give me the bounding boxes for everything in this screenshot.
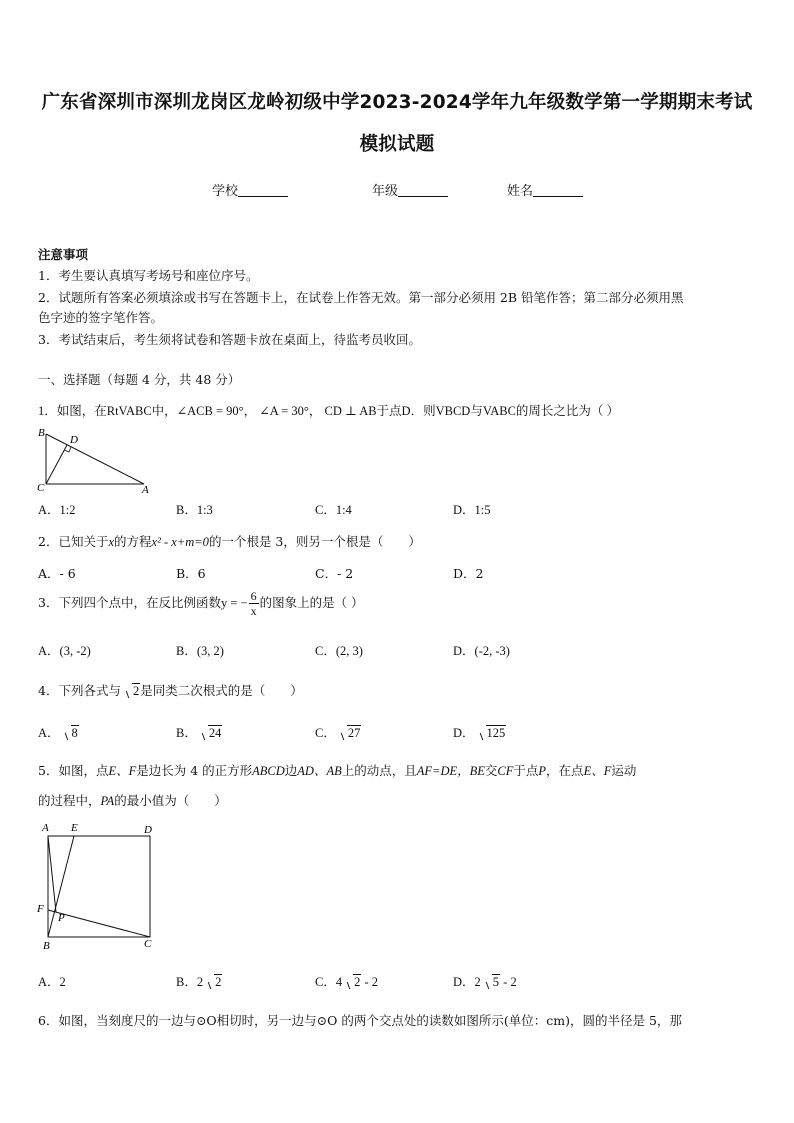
question-3-text <box>38 590 364 617</box>
fig1-label-c: C <box>37 482 45 494</box>
q5-option-c[interactable] <box>315 972 378 990</box>
q4-option-d-sqrt <box>477 726 507 741</box>
q3-func-lhs: y = − <box>220 596 248 610</box>
q4-option-d-label: D． <box>453 726 475 740</box>
q5-option-c-tail: - 2 <box>361 975 379 989</box>
q1-option-c[interactable]: C．1:4 <box>315 503 352 517</box>
q3-pre: 3．下列四个点中，在反比例函数 <box>38 595 221 610</box>
name-blank[interactable] <box>533 184 583 197</box>
q4-option-c-radicand: 27 <box>347 726 361 740</box>
q5-option-d[interactable] <box>453 972 517 990</box>
q4-option-a-sqrt <box>62 726 79 741</box>
q5-option-c-radicand: 2 <box>354 975 361 989</box>
q5-text: 上的动点，且 <box>341 763 417 778</box>
section-heading: 一、选择题（每题 4 分，共 48 分） <box>38 372 241 387</box>
q5-math: AD、AB <box>297 764 342 778</box>
q4-option-b[interactable] <box>176 723 222 741</box>
q4-option-b-label: B． <box>176 726 197 740</box>
q4-option-d-radicand: 125 <box>486 726 506 740</box>
q2-pre: 2．已知关于 <box>38 534 109 549</box>
fig1-label-d: D <box>70 434 78 446</box>
question-6-text: 6．如图，当刻度尺的一边与⊙O相切时，另一边与⊙O 的两个交点处的读数如图所示(单位：cm)，圆的半径是 5，那 <box>38 1013 682 1028</box>
q4-option-a-radicand: 8 <box>71 726 78 740</box>
exam-title-line2: 模拟试题 <box>359 134 435 155</box>
q2-post: 的一个根是 3，则另一个根是（ ） <box>208 534 421 549</box>
grade-blank[interactable] <box>398 184 448 197</box>
q4-pre: 4．下列各式与 <box>38 683 121 698</box>
q5-option-a[interactable] <box>38 972 66 990</box>
q5-option-b-sqrt <box>205 975 222 990</box>
q3-numerator: 6 <box>250 589 257 603</box>
q2-equation: x² - x+m=0 <box>151 535 209 549</box>
q5-option-c-sqrt <box>344 975 361 990</box>
q3-option-b[interactable]: B．(3, 2) <box>176 644 224 658</box>
q3-option-c[interactable]: C．(2, 3) <box>315 644 363 658</box>
q4-option-a[interactable] <box>38 723 79 741</box>
fig1-label-a: A <box>142 484 149 494</box>
q5-text: ，在点 <box>546 763 584 778</box>
q5-option-b[interactable] <box>176 972 222 990</box>
q5-math: CF <box>497 764 514 778</box>
q1-option-d[interactable]: D．1:5 <box>453 503 491 517</box>
q5-text: 边 <box>284 763 298 778</box>
q2-option-a[interactable]: A．- 6 <box>38 566 76 581</box>
fig1-label-b: B <box>38 427 45 439</box>
q2-option-b[interactable]: B．6 <box>176 566 206 581</box>
q2-option-c[interactable]: C．- 2 <box>315 566 354 581</box>
q5-text: 交 <box>484 763 498 778</box>
q5-option-d-sqrt <box>483 975 500 990</box>
notice-item: 色字迹的签字笔作答。 <box>38 310 164 325</box>
q1-triangle-figure <box>34 426 158 494</box>
q5-option-d-label: D．2 <box>453 975 481 989</box>
q5-text: 的最小值为（ ） <box>114 793 227 808</box>
q5-option-b-label: B．2 <box>176 975 204 989</box>
fig5-label-c: C <box>144 938 152 950</box>
q5-text: 5．如图，点 <box>38 763 109 778</box>
q3-denominator: x <box>250 604 257 618</box>
fig5-label-a: A <box>42 822 49 834</box>
q4-option-b-sqrt <box>199 726 223 741</box>
q2-mid: 的方程 <box>114 534 152 549</box>
q4-radicand: 2 <box>132 684 140 698</box>
grade-field[interactable] <box>372 180 448 199</box>
exam-title-line1: 广东省深圳市深圳龙岗区龙岭初级中学2023-2024学年九年级数学第一学期期末考试 <box>41 92 753 113</box>
q5-option-b-radicand: 2 <box>215 975 222 989</box>
q5-square-figure <box>34 818 164 954</box>
school-label: 学校 <box>212 184 239 199</box>
notice-item: 2．试题所有答案必须填涂或书写在答题卡上，在试卷上作答无效。第一部分必须用 2B 铅笔作答；第二部分必须用黑 <box>38 290 684 305</box>
fig5-label-b: B <box>43 940 50 952</box>
notice-item: 1．考生要认真填写考场号和座位序号。 <box>38 268 259 283</box>
q5-math: P <box>538 764 547 778</box>
q5-math: E、F <box>583 764 612 778</box>
name-field[interactable] <box>507 180 583 199</box>
notice-item: 3．考试结束后，考生须将试卷和答题卡放在桌面上，待监考员收回。 <box>38 332 421 347</box>
fig5-label-d: D <box>144 824 152 836</box>
school-field[interactable] <box>212 180 288 199</box>
q5-text: 运动 <box>611 763 637 778</box>
q3-fraction <box>249 590 259 617</box>
q5-math: AF=DE，BE <box>416 764 485 778</box>
fig5-label-e: E <box>71 822 78 834</box>
q5-option-a-label: A．2 <box>38 975 66 989</box>
q5-math: E、F <box>108 764 137 778</box>
q4-option-c-label: C． <box>315 726 336 740</box>
q4-option-c[interactable] <box>315 723 361 741</box>
q4-post: 是同类二次根式的是（ ） <box>140 683 303 698</box>
q5-option-d-tail: - 2 <box>500 975 517 989</box>
q4-option-a-label: A． <box>38 726 60 740</box>
fig5-label-p: P <box>58 912 65 924</box>
q3-option-d[interactable]: D．(-2, -3) <box>453 644 510 658</box>
notice-heading: 注意事项 <box>38 247 89 262</box>
q4-option-c-sqrt <box>338 726 362 741</box>
q5-option-d-radicand: 5 <box>492 975 500 989</box>
q4-option-b-radicand: 24 <box>208 726 222 740</box>
q1-option-a[interactable]: A．1:2 <box>38 503 76 517</box>
q1-option-b[interactable]: B．1:3 <box>176 503 213 517</box>
question-4-text <box>38 681 303 699</box>
q2-option-d[interactable]: D．2 <box>453 566 484 581</box>
q5-math: ABCD <box>252 764 285 778</box>
q5-text: 是边长为 4 的正方形 <box>136 763 253 778</box>
q3-option-a[interactable]: A．(3, -2) <box>38 644 91 658</box>
q3-post: 的图象上的是（ ） <box>259 595 364 610</box>
grade-label: 年级 <box>372 184 399 199</box>
q5-math: PA <box>100 794 115 808</box>
question-5-line1 <box>38 761 636 779</box>
question-2-text <box>38 532 421 550</box>
school-blank[interactable] <box>238 184 288 197</box>
q5-option-c-label: C．4 <box>315 975 343 989</box>
q5-text: 的过程中， <box>38 793 101 808</box>
q5-text: 于点 <box>513 763 539 778</box>
q4-option-d[interactable] <box>453 723 506 741</box>
q4-sqrt <box>123 684 140 699</box>
fig5-label-f: F <box>37 903 44 915</box>
name-label: 姓名 <box>507 184 534 199</box>
q2-var: x <box>108 535 115 549</box>
question-5-line2 <box>38 791 227 809</box>
question-1-text: 1．如图，在RtVABC中，∠ACB = 90°， ∠A = 30°， CD ⊥ AB于点D．则VBCD与VABC的周长之比为（ ） <box>38 404 620 418</box>
